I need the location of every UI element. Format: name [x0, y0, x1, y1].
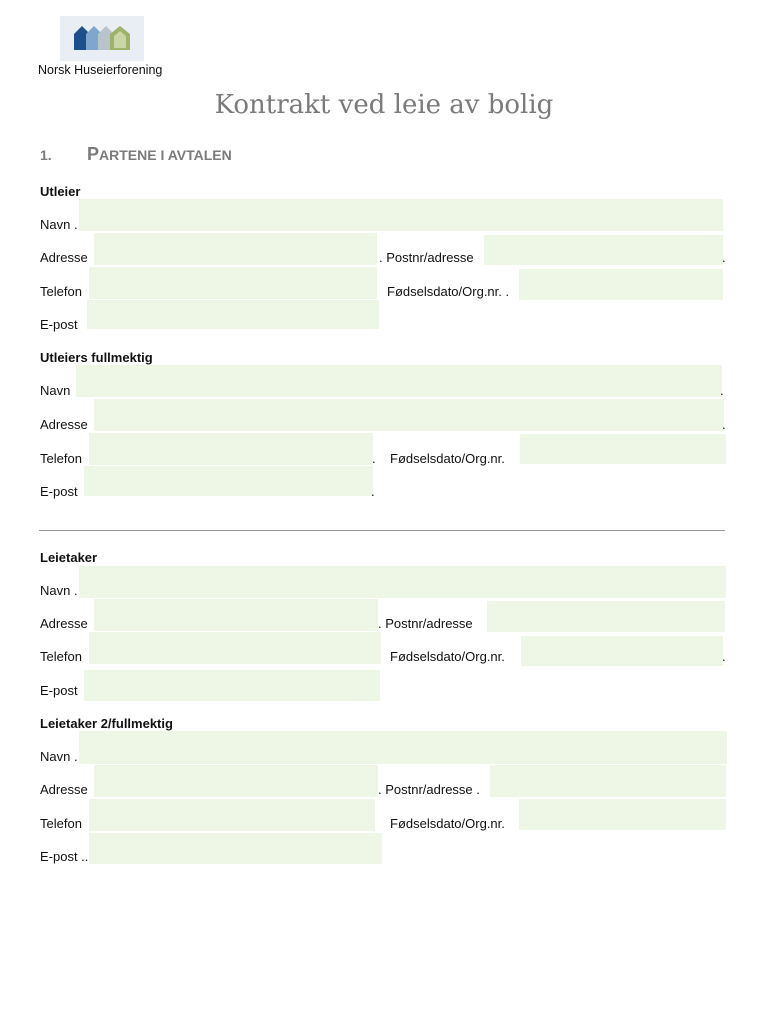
- fullmektig-epost-end-dot: .: [371, 484, 375, 499]
- utleier-postnr-field[interactable]: [484, 235, 723, 265]
- fullmektig-epost-field[interactable]: [84, 466, 373, 496]
- utleier-fodsel-label: Fødselsdato/Org.nr. .: [387, 284, 510, 299]
- fullmektig-epost-label: E-post: [40, 484, 78, 499]
- fullmektig-heading: Utleiers fullmektig: [40, 350, 153, 365]
- utleier-navn-label: Navn .: [40, 217, 78, 232]
- leietaker2-epost-label: E-post ..: [40, 849, 89, 864]
- fullmektig-navn-label: Navn: [40, 383, 71, 398]
- leietaker2-telefon-field[interactable]: [89, 799, 375, 831]
- leietaker-adresse-field[interactable]: [94, 599, 378, 631]
- utleier-adresse-label: Adresse: [40, 250, 88, 265]
- house-logo-icon: [60, 16, 144, 61]
- leietaker-postnr-label: . Postnr/adresse: [378, 616, 473, 631]
- leietaker2-fodsel-label: Fødselsdato/Org.nr.: [390, 816, 505, 831]
- org-name: Norsk Huseierforening: [38, 63, 163, 77]
- fullmektig-adresse-field[interactable]: [94, 399, 724, 431]
- fullmektig-fodsel-label: Fødselsdato/Org.nr.: [390, 451, 505, 466]
- leietaker2-adresse-label: Adresse: [40, 782, 88, 797]
- fullmektig-telefon-field[interactable]: [89, 433, 373, 465]
- section-heading: [40, 144, 232, 165]
- leietaker2-adresse-field[interactable]: [94, 765, 378, 797]
- leietaker-epost-field[interactable]: [84, 670, 380, 701]
- utleier-heading: Utleier: [40, 184, 81, 199]
- utleier-adresse-end-dot: .: [722, 250, 726, 265]
- utleier-telefon-field[interactable]: [89, 267, 377, 299]
- leietaker-fodsel-end-dot: .: [722, 649, 726, 664]
- fullmektig-adresse-end-dot: .: [722, 417, 726, 432]
- fullmektig-telefon-end-dot: .: [372, 451, 376, 466]
- fullmektig-telefon-label: Telefon: [40, 451, 82, 466]
- utleier-epost-field[interactable]: [87, 300, 379, 329]
- leietaker-navn-label: Navn .: [40, 583, 78, 598]
- leietaker2-heading: Leietaker 2/fullmektig: [40, 716, 173, 731]
- utleier-epost-label: E-post: [40, 317, 78, 332]
- leietaker2-navn-field[interactable]: [79, 731, 727, 764]
- leietaker-telefon-field[interactable]: [89, 632, 381, 664]
- leietaker-adresse-label: Adresse: [40, 616, 88, 631]
- section-title-rest: ARTENE I AVTALEN: [99, 147, 232, 163]
- utleier-navn-field[interactable]: [79, 199, 723, 231]
- fullmektig-adresse-label: Adresse: [40, 417, 88, 432]
- section-number: 1.: [40, 147, 52, 163]
- utleier-telefon-label: Telefon: [40, 284, 82, 299]
- leietaker-navn-field[interactable]: [79, 566, 726, 598]
- utleier-adresse-field[interactable]: [94, 233, 377, 265]
- fullmektig-navn-field[interactable]: [76, 365, 722, 397]
- leietaker2-navn-label: Navn .: [40, 749, 78, 764]
- leietaker-heading: Leietaker: [40, 550, 98, 565]
- fullmektig-navn-end-dot: .: [720, 383, 724, 398]
- section-divider: [39, 530, 725, 531]
- leietaker-postnr-field[interactable]: [487, 601, 725, 632]
- utleier-postnr-label: . Postnr/adresse: [379, 250, 474, 265]
- document-title: Kontrakt ved leie av bolig: [214, 90, 554, 120]
- utleier-fodsel-field[interactable]: [519, 269, 723, 300]
- leietaker2-postnr-field[interactable]: [490, 765, 726, 797]
- leietaker2-epost-field[interactable]: [89, 833, 382, 864]
- fullmektig-fodsel-field[interactable]: [520, 434, 726, 464]
- leietaker-fodsel-label: Fødselsdato/Org.nr.: [390, 649, 505, 664]
- leietaker2-fodsel-field[interactable]: [519, 799, 726, 830]
- leietaker-telefon-label: Telefon: [40, 649, 82, 664]
- leietaker-epost-label: E-post: [40, 683, 78, 698]
- section-title-initial: P: [87, 144, 100, 164]
- leietaker2-telefon-label: Telefon: [40, 816, 82, 831]
- leietaker2-postnr-label: . Postnr/adresse .: [378, 782, 480, 797]
- leietaker-fodsel-field[interactable]: [521, 636, 723, 666]
